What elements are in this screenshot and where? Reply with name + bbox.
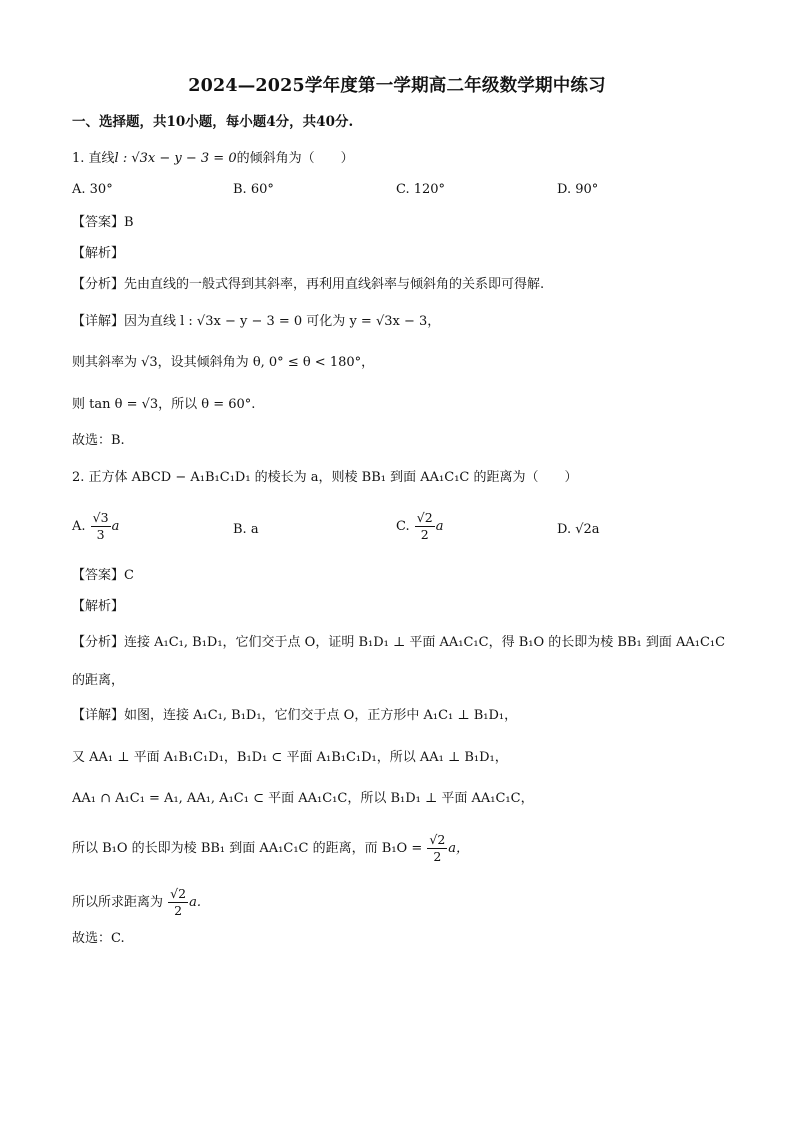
q2-option-c-tail: a (435, 519, 444, 534)
q1-choice: 故选：B. (72, 433, 125, 448)
q2-analysis-detail: 【详解】如图，连接 A₁C₁, B₁D₁，它们交于点 O，正方形中 A₁C₁ ⊥ B₁D₁， (72, 708, 518, 723)
q1-analysis-label: 【解析】 (72, 246, 125, 261)
page-title: 2024—2025学年度第一学期高二年级数学期中练习 (188, 76, 606, 96)
q1-option-b: B. 60° (233, 182, 274, 197)
q2-line-5-denominator: 2 (433, 849, 442, 864)
q1-tan-line: 则 tan θ = √3，所以 θ = 60°. (72, 397, 256, 412)
q2-choice: 故选：C. (72, 931, 125, 946)
q2-line-6-suffix: a. (189, 895, 201, 910)
q2-option-c-label: C. (396, 519, 410, 534)
q2-line-5-fraction (427, 832, 447, 865)
q1-option-c: C. 120° (396, 182, 446, 197)
q2-option-a-numerator: √3 (92, 510, 109, 525)
q1-answer: 【答案】B (72, 215, 134, 230)
q2-option-c-numerator: √2 (416, 510, 433, 525)
q1-option-a: A. 30° (72, 182, 113, 197)
q2-option-d: D. √2a (557, 522, 600, 537)
q1-stem-math: l : √3x − y − 3 = 0 (114, 151, 237, 166)
q1-analysis-detail: 【详解】因为直线 l : √3x − y − 3 = 0 可化为 y = √3x − 3， (72, 314, 441, 329)
q1-stem-suffix: 的倾斜角为（ ） (236, 151, 354, 166)
q2-line-5 (72, 832, 469, 865)
q2-line-5-prefix: 所以 B₁O 的长即为棱 BB₁ 到面 AA₁C₁C 的距离，而 B₁O = (72, 841, 423, 856)
q2-line-6 (72, 886, 201, 919)
q2-option-b: B. a (233, 522, 259, 537)
q2-line-5-suffix: a， (448, 841, 470, 856)
q2-option-a-denominator: 3 (96, 527, 105, 542)
q2-line-6-prefix: 所以所求距离为 (72, 895, 164, 910)
q1-option-d: D. 90° (557, 182, 599, 197)
q1-slope-line: 则其斜率为 √3，设其倾斜角为 θ, 0° ≤ θ < 180°， (72, 355, 375, 370)
q2-option-a (72, 510, 119, 543)
section-heading: 一、选择题，共10小题，每小题4分，共40分. (72, 114, 354, 130)
q2-analysis-label: 【解析】 (72, 599, 125, 614)
q2-option-a-tail: a (111, 519, 120, 534)
q2-analysis-fenxi-1: 【分析】连接 A₁C₁, B₁D₁，它们交于点 O，证明 B₁D₁ ⊥ 平面 AA₁C₁C，得 B₁O 的长即为棱 BB₁ 到面 AA₁C₁C (72, 635, 726, 650)
q2-line-6-denominator: 2 (174, 903, 183, 918)
q1-stem (72, 150, 354, 168)
q2-line-5-numerator: √2 (429, 832, 446, 847)
q2-option-c-denominator: 2 (420, 527, 429, 542)
q2-line-3: 又 AA₁ ⊥ 平面 A₁B₁C₁D₁，B₁D₁ ⊂ 平面 A₁B₁C₁D₁，所以 AA₁ ⊥ B₁D₁， (72, 750, 508, 765)
q2-option-a-fraction (91, 510, 111, 543)
q2-analysis-fenxi-2: 的距离， (72, 673, 125, 688)
q1-stem-prefix: 1. 直线 (72, 151, 115, 166)
q2-stem: 2. 正方体 ABCD − A₁B₁C₁D₁ 的棱长为 a，则棱 BB₁ 到面 AA₁C₁C 的距离为（ ） (72, 470, 578, 485)
q1-analysis-fenxi: 【分析】先由直线的一般式得到其斜率，再利用直线斜率与倾斜角的关系即可得解. (72, 277, 545, 292)
q2-option-a-label: A. (72, 519, 86, 534)
q2-line-4: AA₁ ∩ A₁C₁ = A₁, AA₁, A₁C₁ ⊂ 平面 AA₁C₁C，所以 B₁D₁ ⊥ 平面 AA₁C₁C， (72, 791, 534, 806)
q2-line-6-numerator: √2 (170, 886, 187, 901)
q2-answer: 【答案】C (72, 568, 134, 583)
q2-option-c (396, 510, 443, 543)
q2-option-c-fraction (415, 510, 435, 543)
q2-line-6-fraction (168, 886, 188, 919)
